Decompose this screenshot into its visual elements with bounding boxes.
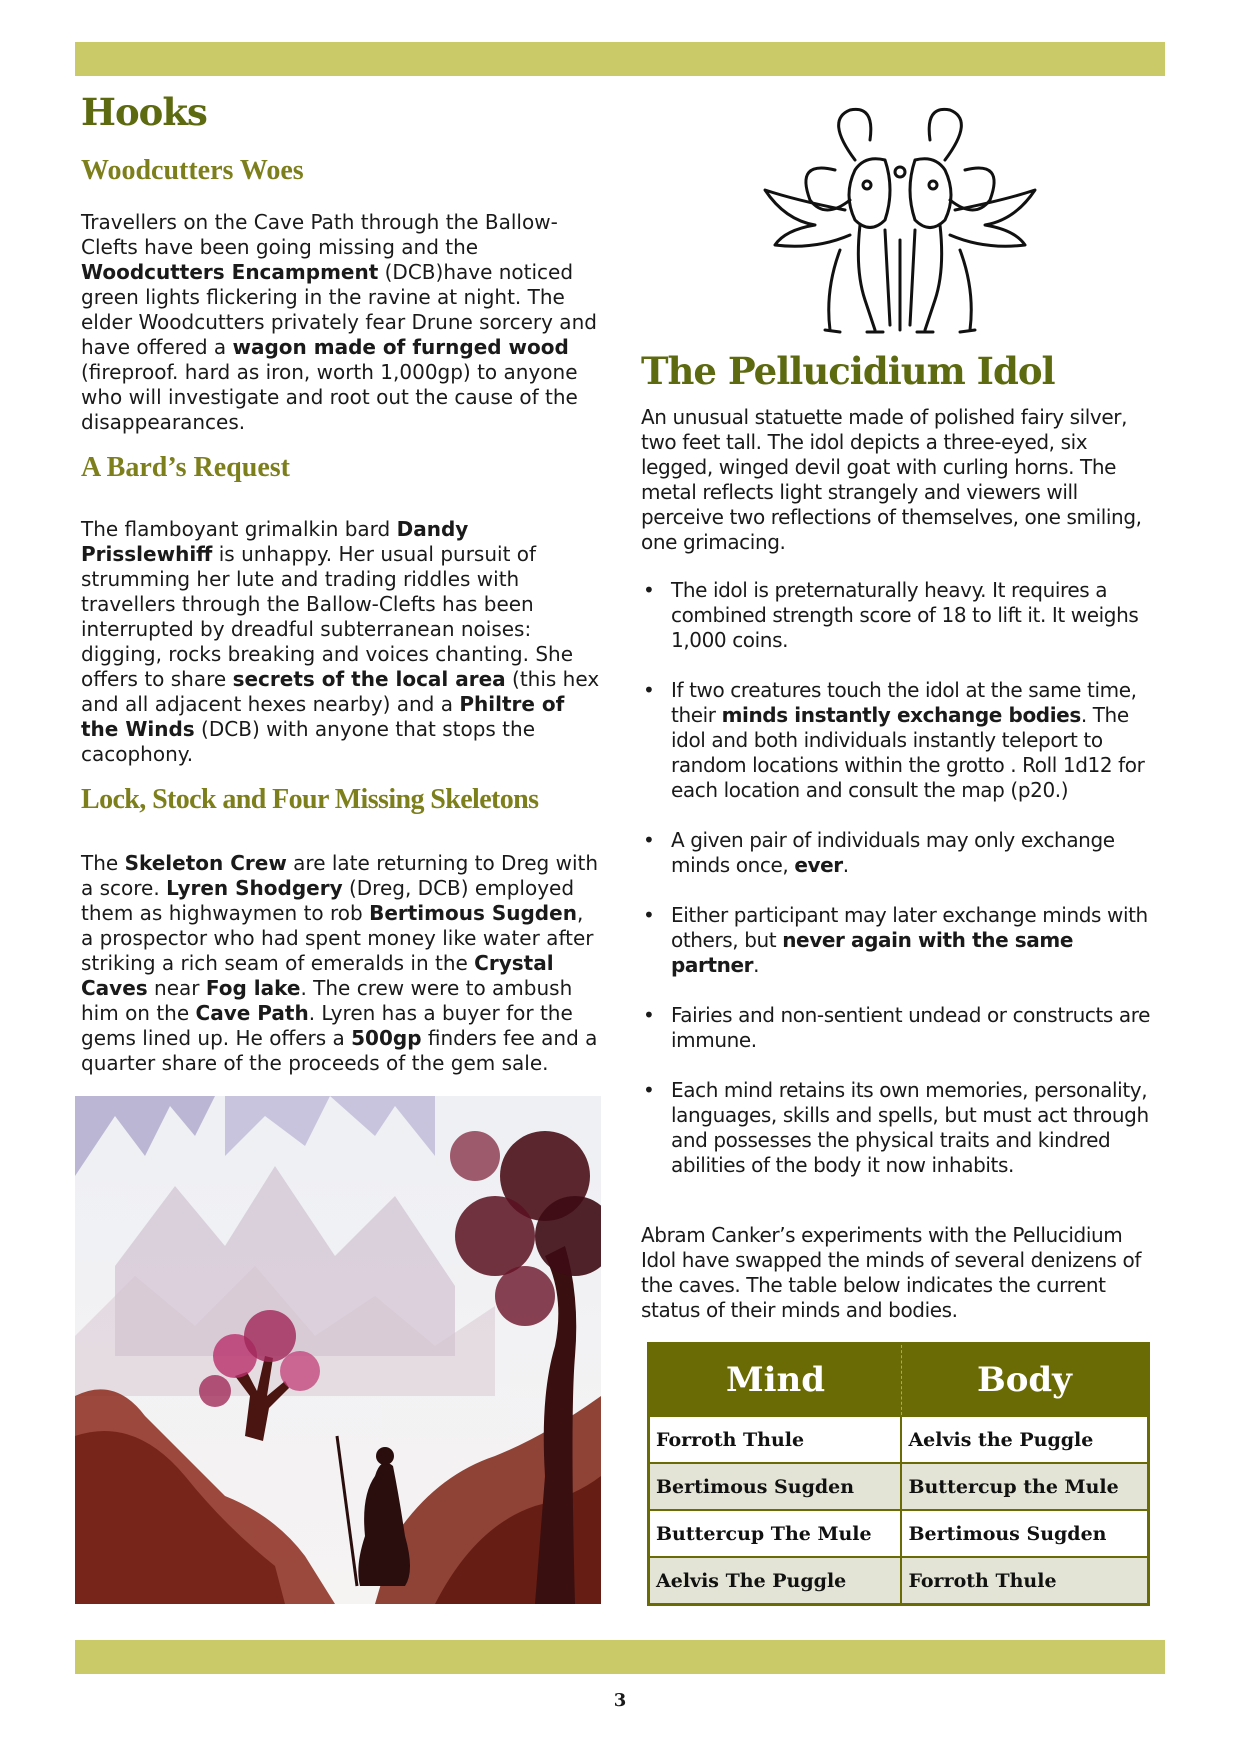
page-number: 3 <box>613 1690 627 1711</box>
list-item: • Fairies and non-sentient undead or constructs are immune. <box>641 1003 1161 1053</box>
mind-cell: Buttercup The Mule <box>649 1510 902 1557</box>
mind-body-swap-table <box>647 1342 1150 1606</box>
table-row <box>649 1557 1149 1605</box>
missing-skeletons-heading: Lock, Stock and Four Missing Skeletons <box>81 784 539 815</box>
mind-cell: Bertimous Sugden <box>649 1463 902 1510</box>
left-column <box>81 86 601 1076</box>
body-column-header: Body <box>901 1344 1148 1417</box>
hooks-heading: Hooks <box>81 90 207 134</box>
idol-description: An unusual statuette made of polished fairy silver, two feet tall. The idol depicts a three-eyed, six legged, winged devil goat with curling horns. The metal reflects light strangely and viewers will perceive two reflections of themselves, one smiling, one grimacing. <box>641 405 1142 554</box>
winged-goat-idol-illustration <box>755 100 1045 345</box>
missing-skeletons-text: The Skeleton Crew are late returning to Dreg with a score. Lyren Shodgery (Dreg, DCB) employed them as highwaymen to rob Bertimous Sugden, a prospector who had spent money like water after striking a rich seam of emeralds in the Crystal Caves near Fog lake. The crew were to ambush him on the Cave Path. Lyren has a buyer for the gems lined up. He offers a 500gp finders fee and a quarter share of the proceeds of the gem sale. <box>81 851 599 1075</box>
woodcutters-woes-text: Travellers on the Cave Path through the Ballow-Clefts have been going missing and the Woodcutters Encampment (DCB)have noticed green lights flickering in the ravine at night. The elder Woodcutters privately fear Drune sorcery and have offered a wagon made of furnged wood (fireproof. hard as iron, worth 1,000gp) to anyone who will investigate and root out the cause of the disappearances. <box>81 210 597 434</box>
body-cell: Bertimous Sugden <box>901 1510 1148 1557</box>
top-banner-bar <box>75 42 1165 76</box>
bottom-banner-bar <box>75 1640 1165 1674</box>
table-row <box>649 1510 1149 1557</box>
mind-cell: Aelvis The Puggle <box>649 1557 902 1605</box>
body-cell: Buttercup the Mule <box>901 1463 1148 1510</box>
table-row <box>649 1463 1149 1510</box>
list-item: • If two creatures touch the idol at the same time, their minds instantly exchange bodies. The idol and both individuals instantly teleport to random locations within the grotto . Roll 1d12 for each location and consult the map (p20.) <box>641 678 1161 803</box>
woodcutters-woes-heading: Woodcutters Woes <box>81 155 304 186</box>
pellucidium-idol-heading: The Pellucidium Idol <box>641 349 1055 393</box>
bards-request-heading: A Bard’s Request <box>81 452 290 483</box>
table-row <box>649 1416 1149 1463</box>
list-item: • Each mind retains its own memories, personality, languages, skills and spells, but must act through and possesses the physical traits and kindred abilities of the body it now inhabits. <box>641 1078 1161 1178</box>
idol-rules-list <box>641 578 1161 1203</box>
body-cell: Forroth Thule <box>901 1557 1148 1605</box>
mind-cell: Forroth Thule <box>649 1416 902 1463</box>
list-item: • The idol is preternaturally heavy. It requires a combined strength score of 18 to lift it. It weighs 1,000 coins. <box>641 578 1161 653</box>
body-cell: Aelvis the Puggle <box>901 1416 1148 1463</box>
bards-request-text: The flamboyant grimalkin bard Dandy Prisslewhiff is unhappy. Her usual pursuit of strumming her lute and trading riddles with travellers through the Ballow-Clefts has been interrupted by dreadful subterranean noises: digging, rocks breaking and voices chanting. She offers to share secrets of the local area (this hex and all adjacent hexes nearby) and a Philtre of the Winds (DCB) with anyone that stops the cacophony. <box>81 517 600 766</box>
list-item: • A given pair of individuals may only exchange minds once, ever. <box>641 828 1161 878</box>
table-header-row <box>649 1344 1149 1417</box>
mind-column-header: Mind <box>649 1344 902 1417</box>
list-item: • Either participant may later exchange minds with others, but never again with the same partner. <box>641 903 1161 978</box>
watercolor-mountain-illustration <box>75 1096 601 1604</box>
canker-experiments-text: Abram Canker’s experiments with the Pellucidium Idol have swapped the minds of several denizens of the caves. The table below indicates the current status of their minds and bodies. <box>641 1223 1141 1322</box>
